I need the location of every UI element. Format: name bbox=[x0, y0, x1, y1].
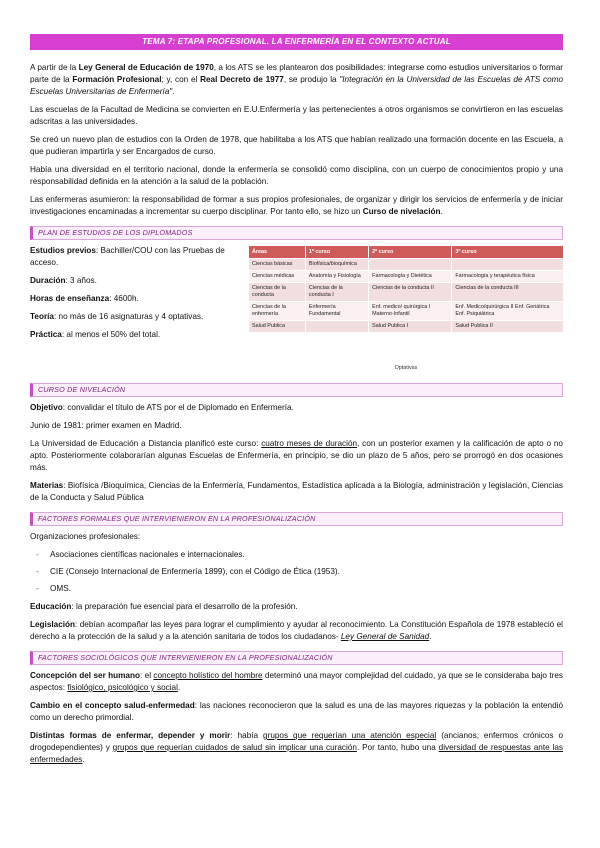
table-row bbox=[249, 302, 564, 321]
table-cell: Farmacología y Dietética bbox=[369, 271, 452, 283]
plan-theory: Teoría: no más de 16 asignaturas y 4 optativas. bbox=[30, 312, 204, 321]
plan-details bbox=[30, 245, 235, 347]
curso-uned: La Universidad de Educación a Distancia planificó este curso: cuatro meses de duración, con un posterior examen y la calificación de apto o no apto. Posteriormente colaborarían algunas Escuelas de Enfermería, en principio, se dio un plazo de 5 años, pero se prorrogó en dos ocasiones más. bbox=[30, 439, 563, 472]
intro-paragraph-3: Se creó un nuevo plan de estudios con la Orden de 1978, que habilitaba a los ATS que habían realizado una formación docente en las Escuela, a que pudieran impartirla y ser Encargados de curso. bbox=[30, 135, 563, 156]
intro-paragraph-4: Había una diversidad en el territorio nacional, donde la enfermería se consolidó como disciplina, con un cuerpo de conocimientos propio y una responsabilidad definida en la atención a la salud de la población. bbox=[30, 165, 563, 186]
table-cell: Enfermería Fundamental bbox=[305, 302, 368, 321]
table-cell: Ciencias de la enfermería bbox=[249, 302, 306, 321]
section-heading-sociologicos: FACTORES SOCIOLÓGICOS QUE INTERVIENIERON EN LA PROFESIONALIZACIÓN bbox=[30, 651, 563, 665]
intro-paragraph-5: Las enfermeras asumieron: la responsabilidad de formar a sus propios profesionales, de organizar y dirigir los servicios de enfermería y de iniciar investigaciones encaminadas a incrementar su cuerpo disciplinar. Por tanto ello, se hizo un Curso de nivelación. bbox=[30, 195, 563, 216]
table-cell: Ciencias de la conducta III bbox=[452, 283, 564, 302]
curso-junio: Junio de 1981: primer examen en Madrid. bbox=[30, 421, 182, 430]
section-heading-formales: FACTORES FORMALES QUE INTERVIENIERON EN LA PROFESIONALIZACIÓN bbox=[30, 512, 563, 526]
plan-prev: Estudios previos: Bachiller/COU con las Pruebas de acceso. bbox=[30, 246, 225, 267]
table-cell: Salud Publica I bbox=[369, 321, 452, 333]
table-cell: Salud Publica II bbox=[452, 321, 564, 333]
table-cell: Ciencias de la conducta II bbox=[369, 283, 452, 302]
plan-table-header-row bbox=[249, 246, 564, 259]
plan-table-header: 3º curso bbox=[452, 246, 564, 259]
plan-table-header: 2º curso bbox=[369, 246, 452, 259]
plan-table-caption: Optativas bbox=[394, 365, 418, 371]
intro-paragraph-2: Las escuelas de la Facultad de Medicina se convierten en E.U.Enfermería y las pertenecientes a otros organismos se convirtieron en las escuelas adscritas a las universidades. bbox=[30, 105, 563, 126]
plan-duration: Duración: 3 años. bbox=[30, 276, 97, 285]
table-cell: Ciencias de la conducta I bbox=[305, 283, 368, 302]
formales-legislation: Legislación: debían acompañar las leyes para lograr el cumplimiento y ayudar al reconocimiento. La Constitución Española de 1978 estableció el derecho a la protección de la salud y a la atención sanitaria de todos los ciudadanos- Ley General de Sanidad. bbox=[30, 620, 563, 641]
plan-table-header: Áreas bbox=[249, 246, 306, 259]
page-title: TEMA 7: ETAPA PROFESIONAL. LA ENFERMERÍA EN EL CONTEXTO ACTUAL bbox=[30, 34, 563, 50]
table-cell bbox=[305, 321, 368, 333]
table-cell: Ciencias de la conducta bbox=[249, 283, 306, 302]
section-heading-plan: PLAN DE ESTUDIOS DE LOS DIPLOMADOS bbox=[30, 226, 563, 240]
table-cell bbox=[452, 259, 564, 271]
plan-block bbox=[30, 245, 563, 375]
plan-practice: Práctica: al menos el 50% del total. bbox=[30, 330, 161, 339]
table-cell: Enf. medico/ quirúrgica I Materno-Infantil bbox=[369, 302, 452, 321]
table-cell: Anatomía y Fisiología bbox=[305, 271, 368, 283]
table-cell: Salud Publica bbox=[249, 321, 306, 333]
table-cell: Farmacología y terapéutica física bbox=[452, 271, 564, 283]
curso-objective: Objetivo: convalidar el título de ATS por el de Diplomado en Enfermería. bbox=[30, 403, 294, 412]
table-row bbox=[249, 259, 564, 271]
plan-table-header: 1º curso bbox=[305, 246, 368, 259]
table-cell: Biofísica/bioquímica bbox=[305, 259, 368, 271]
socio-concepcion: Concepción del ser humano: el concepto holístico del hombre determinó una mayor complejidad del cuidado, ya que se le consideraba bajo tres aspectos: fisiológico, psicológico y social. bbox=[30, 671, 564, 692]
table-cell bbox=[369, 259, 452, 271]
socio-cambio: Cambio en el concepto salud-enfermedad: las naciones reconocieron que la salud es una de las mayores riquezas y la población la entendió como un derecho primordial. bbox=[30, 701, 564, 722]
plan-table bbox=[248, 245, 564, 333]
table-row bbox=[249, 283, 564, 302]
formales-org-label: Organizaciones profesionales: bbox=[30, 532, 141, 541]
list-item: - OMS. bbox=[30, 583, 563, 595]
table-cell: Ciencias médicas bbox=[249, 271, 306, 283]
list-item: - CIE (Consejo Internacional de Enfermería 1899), con el Código de Ética (1953). bbox=[30, 566, 563, 578]
socio-formas: Distintas formas de enfermar, depender y morir: había grupos que requerían una atención especial (ancianos, enfermos crónicos o drogodependientes) y grupos que requerían cuidados de salud sin implicar una curación. Por tanto, hubo una diversidad de respuestas ante las enfermedades. bbox=[30, 731, 564, 764]
list-item: - Asociaciones científicas nacionales e internacionales. bbox=[30, 549, 563, 561]
plan-hours: Horas de enseñanza: 4600h. bbox=[30, 294, 139, 303]
intro-paragraph-1: A partir de la Ley General de Educación de 1970, a los ATS se les plantearon dos posibilidades: integrarse como estudios universitarios o formar parte de la Formación Profesional; y, con el Real Decreto de 1977, se produjo la "Integración en la Universidad de las Escuelas de ATS como Escuelas Universitarias de Enfermería". bbox=[30, 63, 564, 96]
table-cell: Ciencias básicas bbox=[249, 259, 306, 271]
table-cell: Enf. Medico/quirúrgica II Enf. Geriátrica Enf. Psiquiátrica bbox=[452, 302, 564, 321]
section-heading-curso: CURSO DE NIVELACIÓN bbox=[30, 383, 563, 397]
formales-education: Educación: la preparación fue esencial para el desarrollo de la profesión. bbox=[30, 602, 298, 611]
document-page bbox=[30, 34, 563, 772]
curso-materias: Materias: Biofísica /Bioquímica, Ciencias de la Enfermería, Fundamentos, Estadística aplicada a la Biología, administración y legislación, Ciencias de la Conducta y Salud Pública bbox=[30, 481, 563, 502]
formales-list bbox=[30, 549, 563, 595]
table-row bbox=[249, 321, 564, 333]
table-row bbox=[249, 271, 564, 283]
